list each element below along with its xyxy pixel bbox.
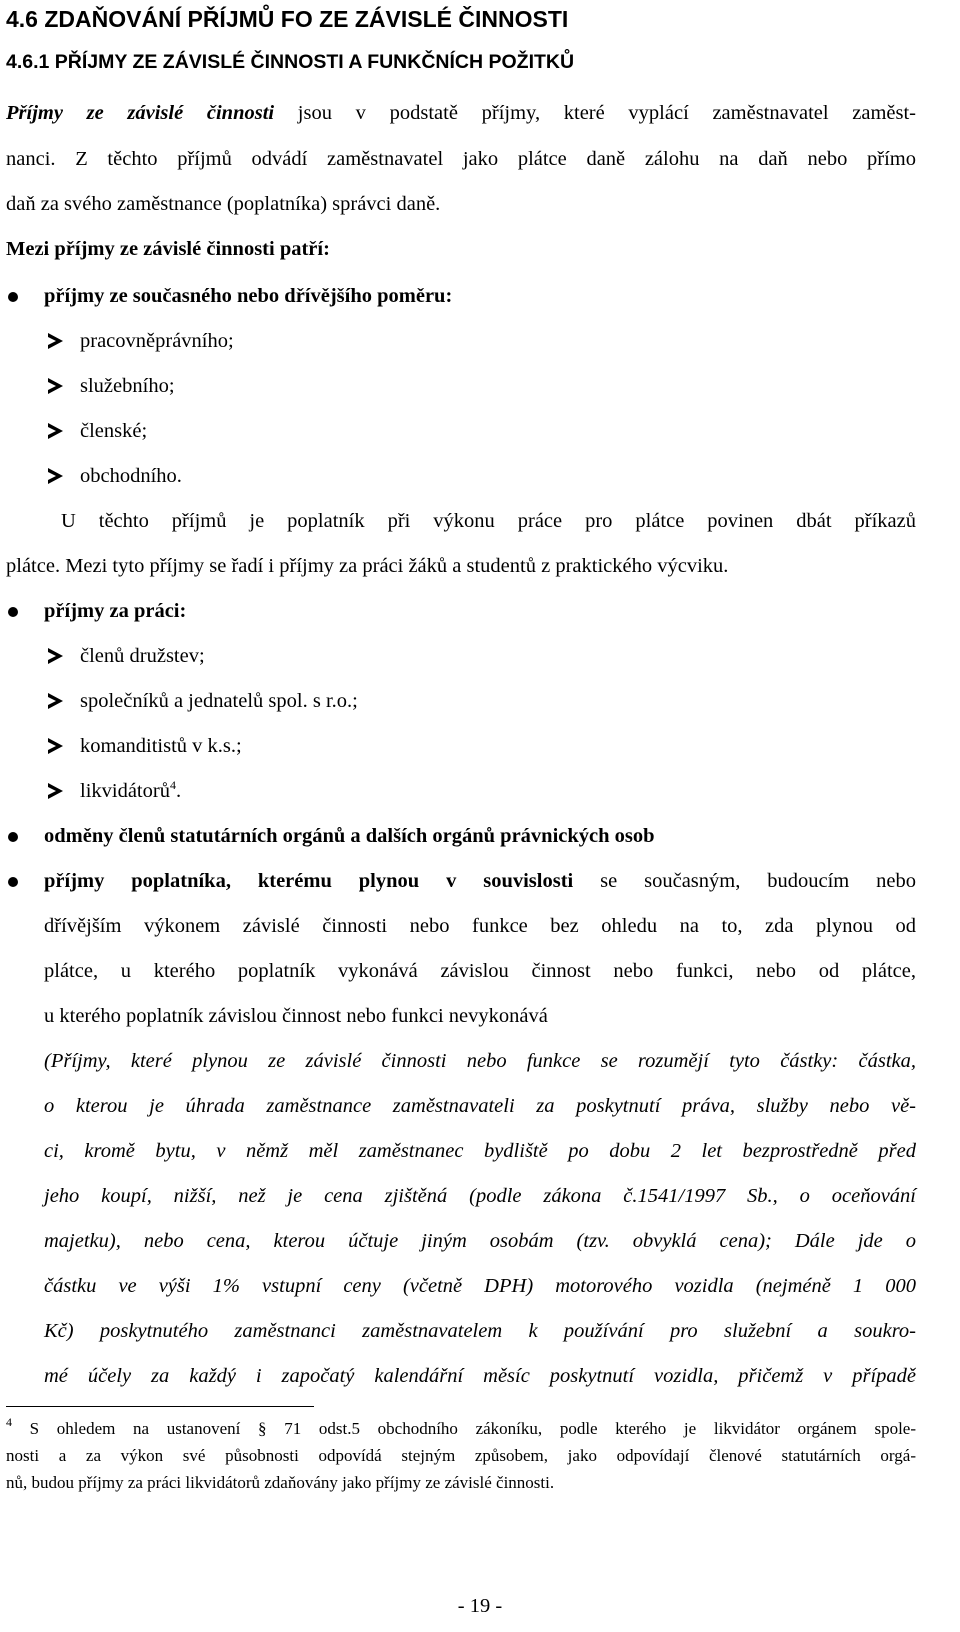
arrow-bullet-icon — [48, 468, 63, 484]
bullet2-item-4-suffix: . — [175, 780, 182, 802]
italic-para-line-8: mé účely za každý i započatý kalendářní měsíc poskytnutí vozidla, přičemž v případě — [44, 1365, 916, 1387]
section-heading: 4.6 ZDAŇOVÁNÍ PŘÍJMŮ FO ZE ZÁVISLÉ ČINNOSTI — [6, 6, 569, 32]
italic-para-line-3: ci, kromě bytu, v němž měl zaměstnanec bydliště po dobu 2 let bezprostředně před — [44, 1140, 916, 1162]
arrow-bullet-icon — [48, 648, 63, 664]
footnote-ref[interactable]: 4 — [169, 778, 176, 792]
bullet1-title: příjmy ze současného nebo dřívějšího poměru: — [44, 285, 453, 307]
footnote-separator — [6, 1406, 314, 1407]
bullet4-line-2: dřívějším výkonem závislé činnosti nebo funkce bez ohledu na to, zda plynou od — [44, 915, 916, 937]
footnote-line-1-text: S ohledem na ustanovení § 71 odst.5 obchodního zákoníku, podle kterého je likvidátor orgánem spole- — [12, 1419, 916, 1438]
bullet1-item-3: členské; — [80, 420, 148, 442]
bullet2-item-4-text: likvidátorů — [80, 780, 170, 802]
bullet2-item-3: komanditistů v k.s.; — [80, 735, 242, 757]
list-intro: Mezi příjmy ze závislé činnosti patří: — [6, 238, 330, 260]
footnote-line-3: nů, budou příjmy za práci likvidátorů zdaňovány jako příjmy ze závislé činnosti. — [6, 1473, 555, 1492]
bullet4-line-4: u kterého poplatník závislou činnost nebo funkci nevykonává — [44, 1005, 548, 1027]
bullet4-line-1-rest: se současným, budoucím nebo — [573, 870, 916, 892]
bullet-icon — [8, 607, 18, 617]
bullet1-note-line-1: U těchto příjmů je poplatník při výkonu práce pro plátce povinen dbát příkazů — [61, 510, 916, 532]
footnote-number: 4 — [6, 1415, 12, 1429]
bullet-icon — [8, 877, 18, 887]
intro-line-1 — [6, 103, 916, 124]
bullet3-title: odměny členů statutárních orgánů a dalších orgánů právnických osob — [44, 825, 655, 847]
italic-para-line-4: jeho koupí, nižší, než je cena zjištěná (podle zákona č.1541/1997 Sb., o oceňování — [44, 1185, 916, 1207]
bullet-icon — [8, 832, 18, 842]
intro-line-2: nanci. Z těchto příjmů odvádí zaměstnavatel jako plátce daně zálohu na daň nebo přímo — [6, 148, 916, 170]
arrow-bullet-icon — [48, 693, 63, 709]
bullet1-item-1: pracovněprávního; — [80, 330, 234, 352]
intro-line-3: daň za svého zaměstnance (poplatníka) správci daně. — [6, 193, 441, 215]
arrow-bullet-icon — [48, 423, 63, 439]
italic-para-line-7: Kč) poskytnutého zaměstnanci zaměstnavatelem k používání pro služební a soukro- — [44, 1320, 916, 1342]
italic-para-line-1: (Příjmy, které plynou ze závislé činnosti nebo funkce se rozumějí tyto částky: částka, — [44, 1050, 916, 1072]
italic-para-line-5: majetku), nebo cena, kterou účtuje jiným osobám (tzv. obvyklá cena); Dále jde o — [44, 1230, 916, 1252]
italic-para-line-2: o kterou je úhrada zaměstnance zaměstnavateli za poskytnutí práva, služby nebo vě- — [44, 1095, 916, 1117]
arrow-bullet-icon — [48, 333, 63, 349]
footnote-line-2: nosti a za výkon své působnosti odpovídá stejným způsobem, jako odpovídají členové statutárních orgá- — [6, 1446, 916, 1465]
page-number: - 19 - — [457, 1595, 503, 1617]
arrow-bullet-icon — [48, 783, 63, 799]
bullet1-note-line-2: plátce. Mezi tyto příjmy se řadí i příjmy za práci žáků a studentů z praktického výcviku. — [6, 555, 729, 577]
bullet1-item-4: obchodního. — [80, 465, 182, 487]
italic-para-line-6: částku ve výši 1% vstupní ceny (včetně DPH) motorového vozidla (nejméně 1 000 — [44, 1275, 916, 1297]
intro-term: Příjmy ze závislé činnosti — [6, 102, 275, 124]
bullet2-item-4 — [80, 778, 182, 802]
bullet4-bold: příjmy poplatníka, kterému plynou v souvislosti — [44, 870, 574, 892]
bullet-icon — [8, 292, 18, 302]
intro-line-1-rest: jsou v podstatě příjmy, které vyplácí zaměstnavatel zaměst- — [274, 102, 916, 124]
bullet1-item-2: služebního; — [80, 375, 175, 397]
footnote-line-1 — [6, 1415, 916, 1438]
bullet2-title: příjmy za práci: — [44, 600, 187, 622]
bullet2-item-1: členů družstev; — [80, 645, 205, 667]
bullet4-line-3: plátce, u kterého poplatník vykonává závislou činnost nebo funkci, nebo od plátce, — [44, 960, 916, 982]
arrow-bullet-icon — [48, 738, 63, 754]
arrow-bullet-icon — [48, 378, 63, 394]
bullet2-item-2: společníků a jednatelů spol. s r.o.; — [80, 690, 358, 712]
bullet4-line-1 — [44, 871, 916, 892]
subsection-heading: 4.6.1 PŘÍJMY ZE ZÁVISLÉ ČINNOSTI A FUNKČNÍCH POŽITKŮ — [6, 51, 575, 73]
